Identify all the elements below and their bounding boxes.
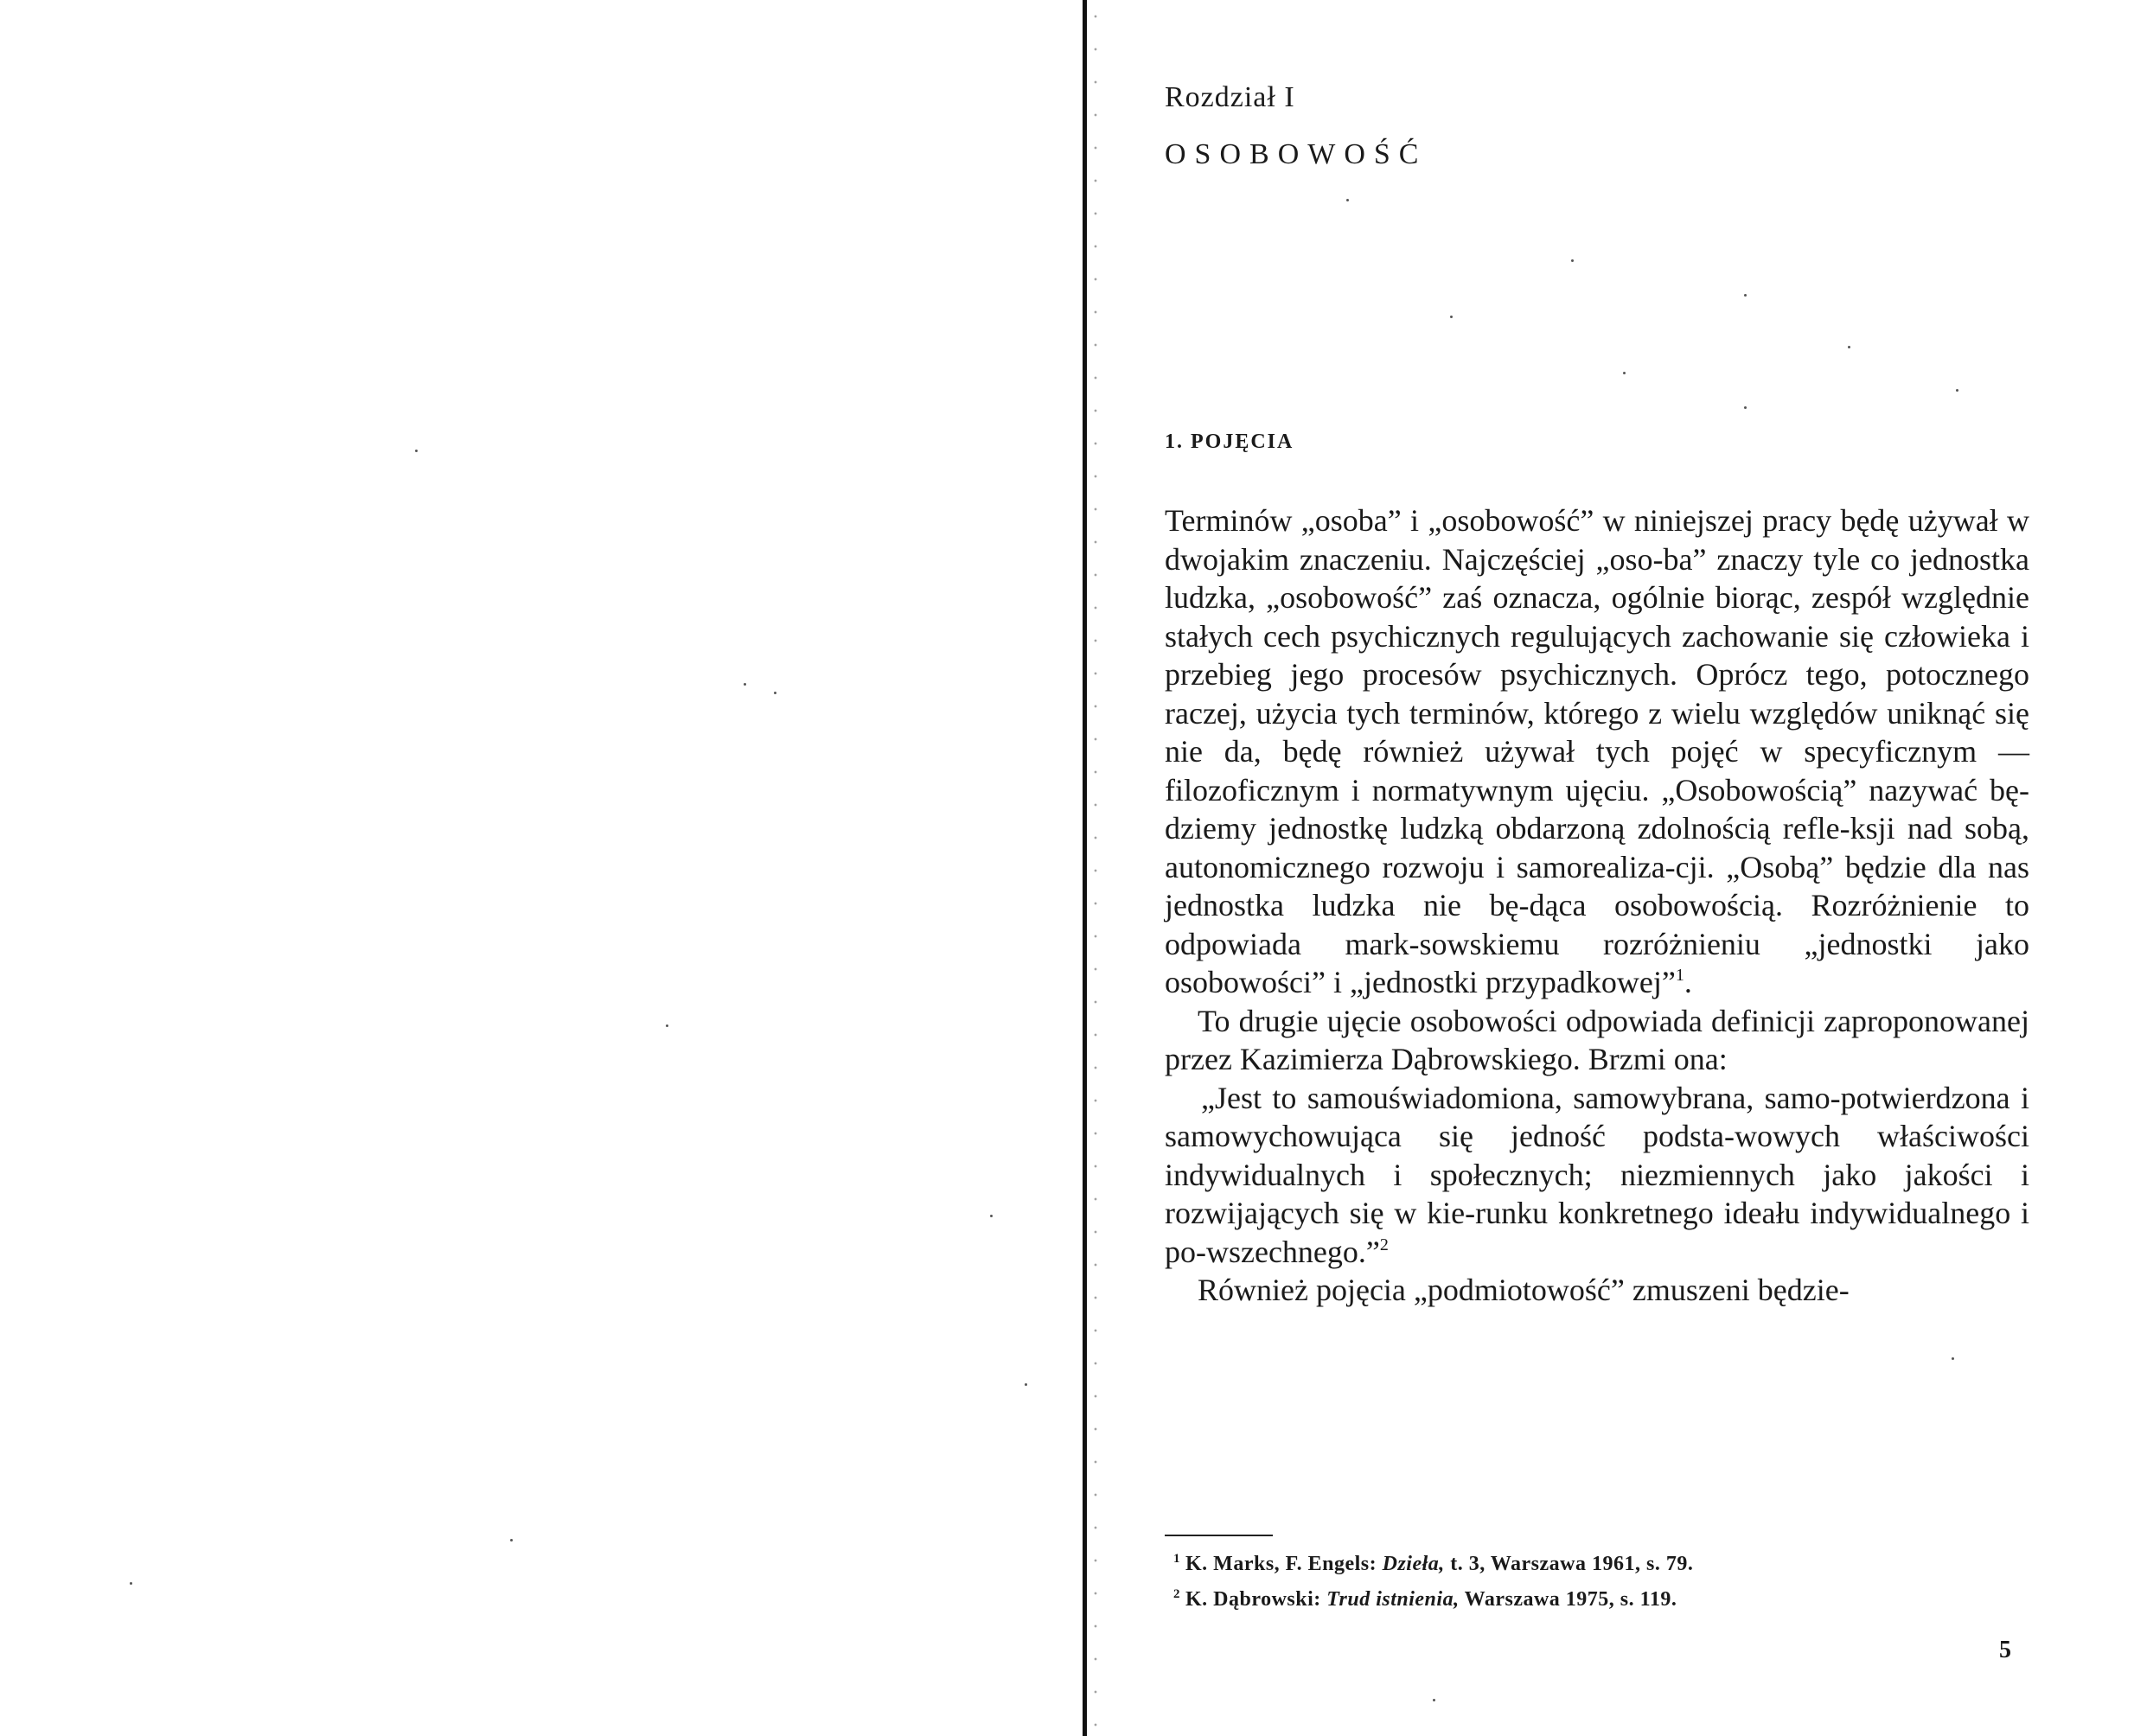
footnote-author: K. Marks, F. Engels: [1185, 1553, 1377, 1575]
scan-speck [1571, 259, 1574, 262]
section-heading: 1. POJĘCIA [1165, 431, 1294, 453]
scan-speck [1744, 406, 1747, 409]
footnote-number: 2 [1173, 1587, 1180, 1601]
footnote-work: Trud istnienia, [1326, 1588, 1460, 1611]
scan-speck [774, 692, 776, 694]
scan-speck [990, 1215, 993, 1217]
footnotes [1173, 1544, 2029, 1615]
footnote-author: K. Dąbrowski: [1185, 1588, 1321, 1611]
chapter-label: Rozdział I [1165, 81, 1295, 113]
footnote-2 [1173, 1580, 2029, 1615]
paragraph-1-text: Terminów „osoba” i „osobowość” w niniejszej pracy będę używał w dwojakim znaczeniu. Najczęściej „oso-ba” znaczy tyle co jednostka ludzka, „osobowość” zaś oznacza, ogólnie biorąc, zespół względnie stałych cech psychicznych regulujących zachowanie się człowieka i przebieg jego procesów psychicznych. Oprócz tego, potocznego raczej, użycia tych terminów, którego z wielu względów uniknąć się nie da, będę również używał tych pojęć w specyficznym — filozoficznym i normatywnym ujęciu. „Osobowością” nazywać bę-dziemy jednostkę ludzką obdarzoną zdolnością refle-ksji nad sobą, autonomicznego rozwoju i samorealiza-cji. „Osobą” będzie dla nas jednostka ludzka nie bę-dąca osobowością. Rozróżnienie to odpowiada mark-sowskiemu rozróżnieniu „jednostki jako osobowości” i „jednostki przypadkowej” [1165, 503, 2029, 999]
scan-speck [1848, 346, 1850, 348]
paragraph-2: To drugie ujęcie osobowości odpowiada definicji zaproponowanej przez Kazimierza Dąbrowskiego. Brzmi ona: [1165, 1003, 2029, 1076]
footnote-ref-2: 2 [1379, 1235, 1389, 1254]
footnote-details: Warszawa 1975, s. 119. [1464, 1588, 1677, 1611]
footnote-number: 1 [1173, 1552, 1180, 1566]
footnote-1 [1173, 1544, 2029, 1580]
scan-speck [1952, 1357, 1954, 1360]
dabrowski-quote [1165, 1079, 2029, 1272]
scan-speck [666, 1024, 668, 1027]
right-page [1087, 0, 2134, 1736]
scan-speck [1450, 316, 1453, 318]
scan-speck [415, 450, 418, 452]
footnote-rule [1165, 1535, 1273, 1536]
footnote-work: Dzieła, [1382, 1553, 1445, 1575]
scan-speck [1956, 389, 1958, 392]
footnote-ref-1: 1 [1675, 966, 1684, 985]
page-number: 5 [1999, 1637, 2011, 1663]
scan-speck [1433, 1699, 1435, 1701]
body-text [1165, 501, 2029, 1310]
scan-speck [510, 1539, 513, 1541]
scan-speck [744, 683, 746, 686]
scan-speck [1623, 372, 1626, 374]
chapter-title: OSOBOWOŚĆ [1165, 138, 1428, 170]
paragraph-1 [1165, 501, 2029, 1002]
scan-speck [1346, 199, 1349, 201]
scan-speck [130, 1582, 132, 1585]
scan-speck [1744, 294, 1747, 297]
paragraph-1-end: . [1684, 965, 1692, 999]
quote-text: „Jest to samouświadomiona, samowybrana, samo-potwierdzona i samowychowująca się jedność podsta-wowych właściwości indywidualnych i społecznych; niezmiennych jako jakości i rozwijających się w kie-runku konkretnego ideału indywidualnego i po-wszechnego.” [1165, 1080, 2029, 1269]
scan-speck [1025, 1383, 1027, 1386]
footnote-details: t. 3, Warszawa 1961, s. 79. [1450, 1553, 1694, 1575]
paragraph-3: Również pojęcia „podmiotowość” zmuszeni będzie- [1198, 1273, 1850, 1307]
